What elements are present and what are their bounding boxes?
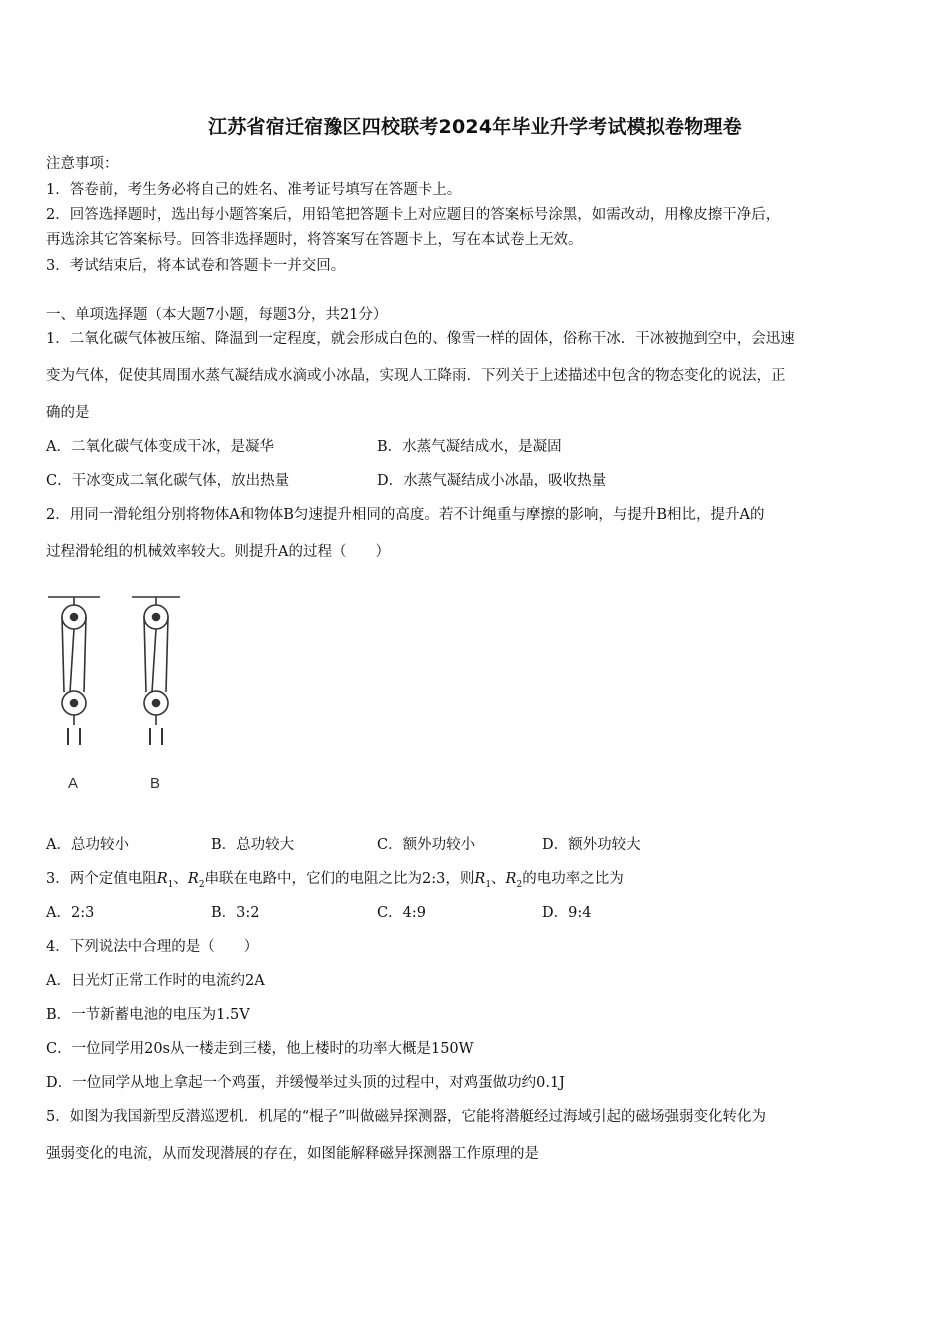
section-heading: 一、单项选择题（本大题7小题，每题3分，共21分） (46, 307, 388, 323)
pulley-system-b (132, 597, 180, 745)
q4-option-a[interactable]: A．日光灯正常工作时的电流约2A (46, 973, 265, 989)
q2-option-b[interactable]: B．总功较大 (211, 837, 295, 853)
q4-option-d[interactable]: D．一位同学从地上拿起一个鸡蛋，并缓慢举过头顶的过程中，对鸡蛋做功约0.1J (46, 1075, 565, 1091)
q2-option-d[interactable]: D．额外功较大 (542, 837, 641, 853)
q3-option-c[interactable]: C．4:9 (377, 905, 426, 921)
figure-label-b: B (149, 775, 161, 792)
q3-option-d[interactable]: D．9:4 (542, 905, 592, 921)
q3-option-b[interactable]: B．3:2 (211, 905, 260, 921)
q1-stem-line-2: 变为气体，促使其周围水蒸气凝结成水滴或小冰晶，实现人工降雨．下列关于上述描述中包含的物态变化的说法，正 (46, 368, 786, 384)
notice-item-3: 3．考试结束后，将本试卷和答题卡一并交回。 (46, 258, 346, 274)
q1-option-b[interactable]: B．水蒸气凝结成水，是凝固 (377, 439, 562, 455)
q2-stem-line-2: 过程滑轮组的机械效率较大。则提升A的过程（ ） (46, 544, 390, 560)
q2-stem-line-1: 2．用同一滑轮组分别将物体A和物体B匀速提升相同的高度。若不计绳重与摩擦的影响，与提升B相比，提升A的 (46, 507, 765, 523)
q3-option-a[interactable]: A．2:3 (46, 905, 95, 921)
q2-option-a[interactable]: A．总功较小 (46, 837, 129, 853)
figure-label-a: A (67, 775, 79, 792)
q1-stem-line-1: 1．二氧化碳气体被压缩、降温到一定程度，就会形成白色的、像雪一样的固体，俗称干冰．干冰被抛到空中，会迅速 (46, 331, 795, 347)
page-title: 江苏省宿迁宿豫区四校联考2024年毕业升学考试模拟卷物理卷 (208, 116, 742, 138)
notice-heading: 注意事项： (46, 156, 119, 172)
q1-stem-line-3: 确的是 (46, 405, 90, 421)
q4-option-c[interactable]: C．一位同学用20s从一楼走到三楼，他上楼时的功率大概是150W (46, 1041, 474, 1057)
q1-option-d[interactable]: D．水蒸气凝结成小冰晶，吸收热量 (377, 473, 607, 489)
q4-option-b[interactable]: B．一节新蓄电池的电压为1.5V (46, 1007, 250, 1023)
pulley-system-a (48, 597, 100, 745)
q5-stem-line-2: 强弱变化的电流，从而发现潜展的存在，如图能解释磁异探测器工作原理的是 (46, 1146, 539, 1162)
q1-option-a[interactable]: A．二氧化碳气体变成干冰，是凝华 (46, 439, 274, 455)
q4-stem: 4．下列说法中合理的是（ ） (46, 939, 259, 955)
q2-option-c[interactable]: C．额外功较小 (377, 837, 476, 853)
notice-item-2-cont: 再选涂其它答案标号。回答非选择题时，将答案写在答题卡上，写在本试卷上无效。 (46, 232, 583, 248)
q1-option-c[interactable]: C．干冰变成二氧化碳气体，放出热量 (46, 473, 290, 489)
q5-stem-line-1: 5．如图为我国新型反潜巡逻机．机尾的“棍子”叫做磁异探测器，它能将潜艇经过海域引起的磁场强弱变化转化为 (46, 1109, 767, 1125)
notice-item-1: 1．答卷前，考生务必将自己的姓名、准考证号填写在答题卡上。 (46, 182, 462, 198)
q3-stem: 3．两个定值电阻$R_1$、$R_2$串联在电路中，它们的电阻之比为2:3，则$R_1$、$R_2$的电功率之比为 (46, 871, 624, 890)
pulley-figure (40, 585, 210, 800)
notice-item-2: 2．回答选择题时，选出每小题答案后，用铅笔把答题卡上对应题目的答案标号涂黑，如需改动，用橡皮擦干净后， (46, 207, 781, 223)
